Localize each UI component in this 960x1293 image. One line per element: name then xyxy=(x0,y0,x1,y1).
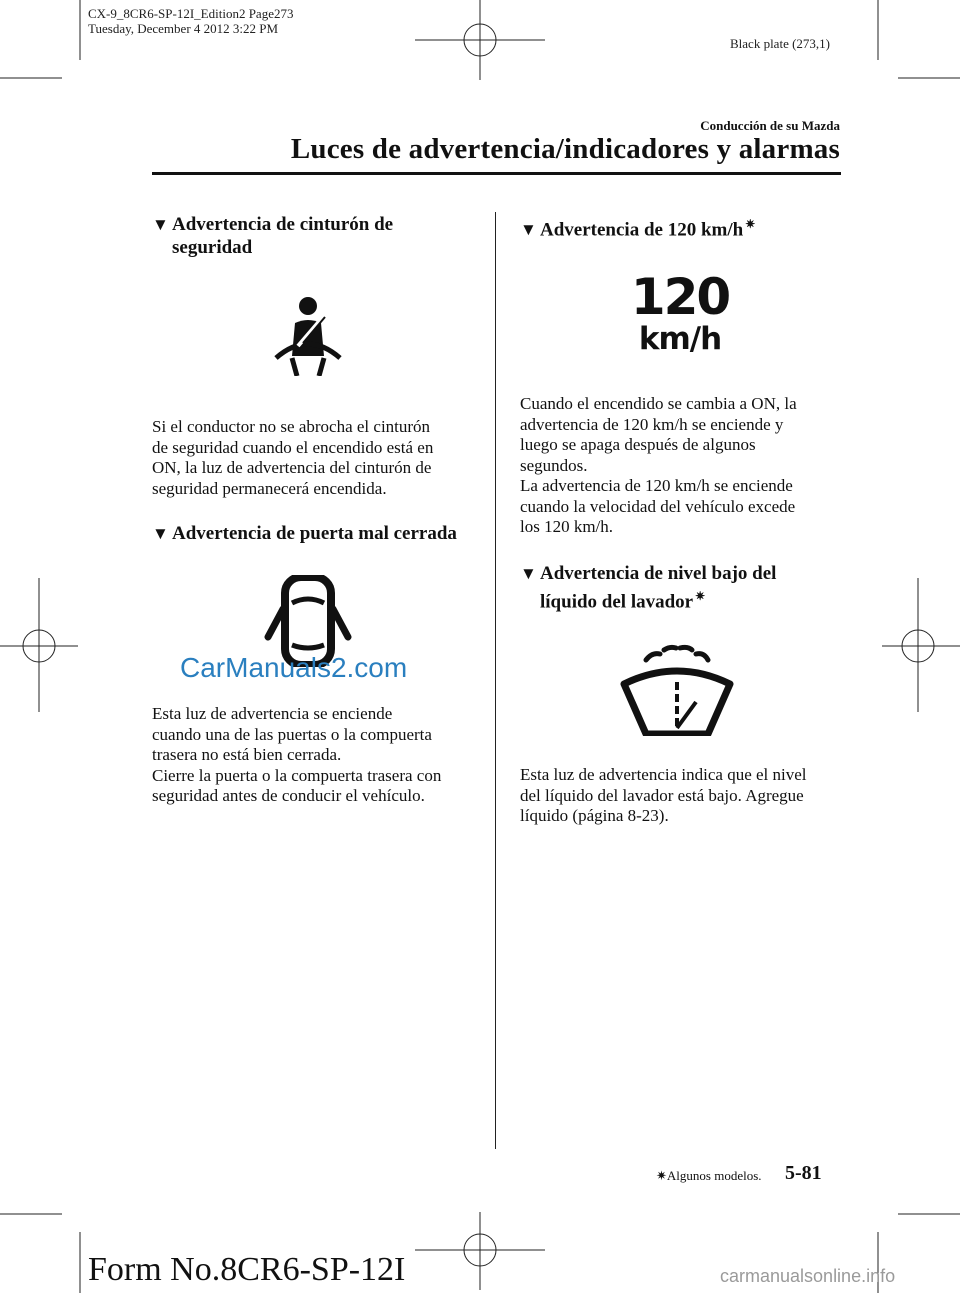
page-title: Luces de advertencia/indicadores y alarmas xyxy=(290,133,840,165)
some-models-star-icon: ✷ xyxy=(745,217,756,231)
print-meta-plate: Black plate (273,1) xyxy=(730,36,830,51)
washer-heading: ▼ Advertencia de nivel bajo del líquido del lavador ✷ xyxy=(520,563,777,613)
column-divider xyxy=(495,212,496,1149)
seatbelt-body: Si el conductor no se abrocha el cinturón de seguridad cuando el encendido está en ON, la luz de advertencia del cinturón de seguridad permanecerá encendida. xyxy=(152,417,434,498)
footnote: ✷Algunos modelos. xyxy=(656,1168,762,1183)
seatbelt-heading: ▼ Advertencia de cinturón de seguridad xyxy=(152,214,394,258)
watermark-online: carmanualsonline.info xyxy=(720,1266,896,1286)
washer-fluid-low-icon xyxy=(618,644,736,736)
some-models-star-icon: ✷ xyxy=(695,589,706,603)
print-meta-file: CX-9_8CR6-SP-12I_Edition2 Page273 xyxy=(88,6,294,21)
speed-body: Cuando el encendido se cambia a ON, la advertencia de 120 km/h se enciende y luego se apaga después de algunos segundos. La advertencia de 120 km/h se enciende cuando la velocidad del vehículo excede los 120 km/h. xyxy=(520,394,797,536)
door-heading: ▼ Advertencia de puerta mal cerrada xyxy=(152,523,457,544)
header-rule xyxy=(152,172,841,175)
page-number: 5-81 xyxy=(785,1162,822,1184)
triangle-marker-icon: ▼ xyxy=(520,220,537,240)
chapter-label: Conducción de su Mazda xyxy=(700,118,840,133)
triangle-marker-icon: ▼ xyxy=(152,524,169,543)
speed-120-warning-icon xyxy=(630,268,730,357)
speed-value: 120 xyxy=(630,268,730,326)
speed-heading: ▼ Advertencia de 120 km/h ✷ xyxy=(520,217,756,241)
washer-body: Esta luz de advertencia indica que el nivel del líquido del lavador está bajo. Agregue líquido (página 8-23). xyxy=(520,765,807,825)
form-number: Form No.8CR6-SP-12I xyxy=(88,1251,406,1288)
seatbelt-warning-icon xyxy=(272,292,344,376)
print-meta-date: Tuesday, December 4 2012 3:22 PM xyxy=(88,21,279,36)
watermark-carmanuals: CarManuals2.com xyxy=(180,652,408,683)
door-body: Esta luz de advertencia se enciende cuando una de las puertas o la compuerta trasera no está bien cerrada. Cierre la puerta o la compuerta trasera con seguridad antes de conducir el vehículo. xyxy=(152,704,442,805)
some-models-star-icon: ✷ xyxy=(656,1168,667,1183)
triangle-marker-icon: ▼ xyxy=(152,215,169,234)
speed-unit: km/h xyxy=(638,321,722,357)
triangle-marker-icon: ▼ xyxy=(520,564,537,583)
